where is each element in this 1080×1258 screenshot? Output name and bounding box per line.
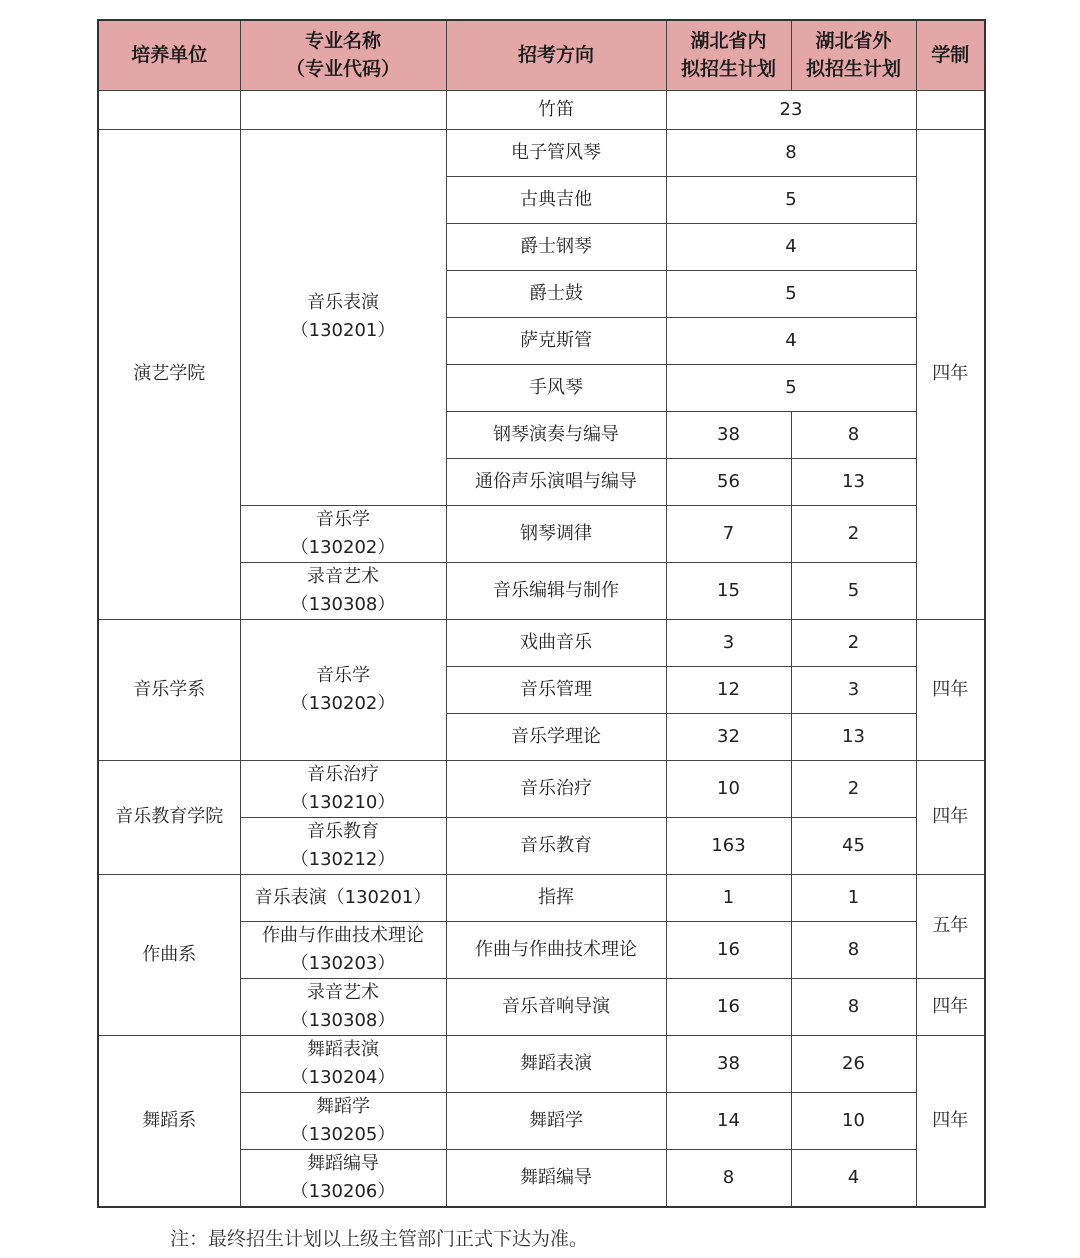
header-out-province-line2: 拟招生计划 xyxy=(805,58,901,81)
combined-plan-cell: 4 xyxy=(666,223,916,270)
out-province-cell: 4 xyxy=(791,1149,916,1207)
in-province-cell: 38 xyxy=(666,411,791,458)
in-province-cell: 16 xyxy=(666,921,791,978)
major-name: 舞蹈学 xyxy=(316,1095,370,1117)
duration-cell-zuoqu-a: 五年 xyxy=(916,874,985,978)
table-row xyxy=(98,90,985,129)
direction-cell: 指挥 xyxy=(446,874,666,921)
out-province-cell: 2 xyxy=(791,619,916,666)
duration-cell-jiaoyu: 四年 xyxy=(916,760,985,874)
header-direction: 招考方向 xyxy=(446,20,666,90)
direction-cell: 萨克斯管 xyxy=(446,317,666,364)
header-out-province xyxy=(791,20,916,90)
header-major-line2: （专业代码） xyxy=(285,58,400,81)
major-code: （130205） xyxy=(290,1123,396,1145)
major-name: 音乐表演 xyxy=(307,292,379,313)
direction-cell: 竹笛 xyxy=(446,90,666,129)
in-province-cell: 8 xyxy=(666,1149,791,1207)
unit-cell-zuoqu: 作曲系 xyxy=(98,874,240,1035)
table-row xyxy=(98,1035,985,1092)
major-name: 录音艺术 xyxy=(307,565,379,587)
major-code: （130204） xyxy=(290,1066,396,1088)
header-major-line1: 专业名称 xyxy=(304,30,381,53)
table-row xyxy=(98,874,985,921)
unit-cell-yinyuexue: 音乐学系 xyxy=(98,619,240,760)
combined-plan-cell: 23 xyxy=(666,90,916,129)
major-name: 舞蹈表演 xyxy=(307,1038,379,1060)
major-name: 音乐治疗 xyxy=(307,763,379,785)
major-code: （130308） xyxy=(290,1009,396,1031)
combined-plan-cell: 4 xyxy=(666,317,916,364)
out-province-cell: 13 xyxy=(791,458,916,505)
duration-cell-yinyuexue: 四年 xyxy=(916,619,985,760)
header-in-province xyxy=(666,20,791,90)
major-cell xyxy=(240,817,446,874)
direction-cell: 音乐管理 xyxy=(446,666,666,713)
direction-cell: 音乐治疗 xyxy=(446,760,666,817)
in-province-cell: 12 xyxy=(666,666,791,713)
direction-cell: 爵士钢琴 xyxy=(446,223,666,270)
major-code: （130203） xyxy=(290,952,396,974)
in-province-cell: 32 xyxy=(666,713,791,760)
direction-cell: 音乐学理论 xyxy=(446,713,666,760)
unit-cell-empty xyxy=(98,90,240,129)
direction-cell: 舞蹈表演 xyxy=(446,1035,666,1092)
major-cell xyxy=(240,1149,446,1207)
combined-plan-cell: 8 xyxy=(666,129,916,176)
major-code: （130308） xyxy=(290,593,396,615)
major-name: 舞蹈编导 xyxy=(307,1152,379,1174)
header-unit: 培养单位 xyxy=(98,20,240,90)
unit-cell-wudao: 舞蹈系 xyxy=(98,1035,240,1207)
direction-cell: 电子管风琴 xyxy=(446,129,666,176)
in-province-cell: 15 xyxy=(666,562,791,619)
in-province-cell: 16 xyxy=(666,978,791,1035)
duration-cell-zuoqu-b: 四年 xyxy=(916,978,985,1035)
direction-cell: 钢琴调律 xyxy=(446,505,666,562)
header-row xyxy=(98,20,985,90)
direction-cell: 舞蹈学 xyxy=(446,1092,666,1149)
combined-plan-cell: 5 xyxy=(666,364,916,411)
unit-cell-jiaoyu: 音乐教育学院 xyxy=(98,760,240,874)
direction-cell: 古典吉他 xyxy=(446,176,666,223)
major-name: 音乐教育 xyxy=(307,820,379,842)
direction-cell: 爵士鼓 xyxy=(446,270,666,317)
combined-plan-cell: 5 xyxy=(666,176,916,223)
direction-cell: 音乐编辑与制作 xyxy=(446,562,666,619)
header-in-province-line1: 湖北省内 xyxy=(690,30,767,53)
out-province-cell: 1 xyxy=(791,874,916,921)
major-name: 录音艺术 xyxy=(307,981,379,1003)
major-cell xyxy=(240,760,446,817)
major-name: 音乐学 xyxy=(316,664,370,686)
enrollment-plan-table xyxy=(97,19,986,1208)
out-province-cell: 2 xyxy=(791,760,916,817)
out-province-cell: 8 xyxy=(791,978,916,1035)
direction-cell: 音乐教育 xyxy=(446,817,666,874)
out-province-cell: 5 xyxy=(791,562,916,619)
major-code: （130206） xyxy=(290,1180,396,1202)
duration-cell-empty xyxy=(916,90,985,129)
major-cell-musicology xyxy=(240,505,446,562)
direction-cell: 钢琴演奏与编导 xyxy=(446,411,666,458)
in-province-cell: 56 xyxy=(666,458,791,505)
direction-cell: 舞蹈编导 xyxy=(446,1149,666,1207)
out-province-cell: 13 xyxy=(791,713,916,760)
in-province-cell: 3 xyxy=(666,619,791,666)
header-out-province-line1: 湖北省外 xyxy=(815,30,892,53)
out-province-cell: 8 xyxy=(791,921,916,978)
out-province-cell: 8 xyxy=(791,411,916,458)
footnote: 注：最终招生计划以上级主管部门正式下达为准。 xyxy=(170,1228,589,1250)
major-cell-musicology xyxy=(240,619,446,760)
out-province-cell: 45 xyxy=(791,817,916,874)
header-duration: 学制 xyxy=(916,20,985,90)
major-code: （130212） xyxy=(290,848,396,870)
out-province-cell: 26 xyxy=(791,1035,916,1092)
major-code: （130202） xyxy=(290,536,396,558)
direction-cell: 音乐音响导演 xyxy=(446,978,666,1035)
direction-cell: 作曲与作曲技术理论 xyxy=(446,921,666,978)
header-in-province-line2: 拟招生计划 xyxy=(680,58,776,81)
major-name: 音乐学 xyxy=(316,508,370,530)
major-cell xyxy=(240,1092,446,1149)
combined-plan-cell: 5 xyxy=(666,270,916,317)
table-row xyxy=(98,129,985,176)
in-province-cell: 38 xyxy=(666,1035,791,1092)
major-code: （130201） xyxy=(290,320,396,341)
in-province-cell: 10 xyxy=(666,760,791,817)
duration-cell-yanyi: 四年 xyxy=(916,129,985,619)
direction-cell: 戏曲音乐 xyxy=(446,619,666,666)
major-code: （130202） xyxy=(290,692,396,714)
in-province-cell: 163 xyxy=(666,817,791,874)
major-cell-empty xyxy=(240,90,446,129)
major-cell-recording xyxy=(240,562,446,619)
out-province-cell: 3 xyxy=(791,666,916,713)
in-province-cell: 1 xyxy=(666,874,791,921)
major-cell-perf xyxy=(240,129,446,505)
table-row xyxy=(98,760,985,817)
duration-cell-wudao: 四年 xyxy=(916,1035,985,1207)
major-cell xyxy=(240,1035,446,1092)
major-cell xyxy=(240,978,446,1035)
header-major xyxy=(240,20,446,90)
table-row xyxy=(98,619,985,666)
major-code: （130210） xyxy=(290,791,396,813)
unit-cell-yanyi: 演艺学院 xyxy=(98,129,240,619)
direction-cell: 通俗声乐演唱与编导 xyxy=(446,458,666,505)
major-cell: 音乐表演（130201） xyxy=(240,874,446,921)
direction-cell: 手风琴 xyxy=(446,364,666,411)
out-province-cell: 2 xyxy=(791,505,916,562)
major-cell xyxy=(240,921,446,978)
in-province-cell: 7 xyxy=(666,505,791,562)
out-province-cell: 10 xyxy=(791,1092,916,1149)
in-province-cell: 14 xyxy=(666,1092,791,1149)
major-name: 作曲与作曲技术理论 xyxy=(262,924,424,946)
